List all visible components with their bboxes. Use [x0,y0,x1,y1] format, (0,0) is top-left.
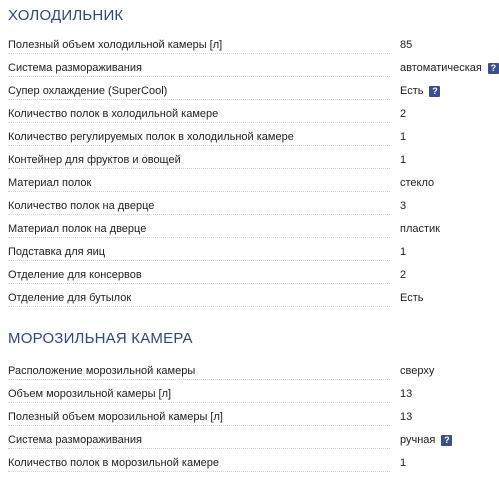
spec-label: Система размораживания [8,62,142,74]
spec-value-text: стекло [400,177,435,189]
spec-value [400,39,412,51]
spec-value-text: 1 [400,131,407,143]
help-icon[interactable]: ? [441,435,452,446]
spec-row [0,362,499,384]
spec-value-text: пластик [400,223,440,235]
spec-label: Количество регулируемых полок в холодильной камере [8,131,294,143]
dotted-leader [8,214,390,215]
spec-row [0,174,499,196]
spec-label: Количество полок на дверце [8,200,155,212]
spec-value [400,292,423,304]
spec-value [400,154,406,166]
dotted-leader [8,99,390,100]
help-icon[interactable]: ? [488,63,499,74]
spec-value [400,411,412,423]
spec-value-text: Есть [400,292,424,304]
spec-value-text: 2 [400,108,407,120]
spec-value [400,434,452,446]
dotted-leader [8,122,390,123]
spec-label: Материал полок [8,177,92,189]
spec-value-text: 13 [400,388,413,400]
spec-value [400,246,406,258]
freezer-section-title: МОРОЗИЛЬНАЯ КАМЕРА [8,330,193,347]
spec-label: Объем морозильной камеры [л] [8,388,172,400]
spec-label: Подставка для яиц [8,246,106,258]
dotted-leader [8,379,390,380]
spec-label: Полезный объем холодильной камеры [л] [8,39,223,51]
dotted-leader [8,402,390,403]
dotted-leader [8,168,390,169]
spec-label: Расположение морозильной камеры [8,365,196,377]
spec-value [400,269,406,281]
dotted-leader [8,448,390,449]
spec-row [0,266,499,288]
spec-value [400,200,406,212]
spec-label: Количество полок в морозильной камере [8,457,219,469]
spec-row [0,36,499,58]
spec-value-text: 13 [400,411,413,423]
spec-value-text: автоматическая [400,62,482,74]
dotted-leader [8,191,390,192]
spec-row [0,59,499,81]
spec-label: Система размораживания [8,434,142,446]
spec-label: Материал полок на дверце [8,223,147,235]
spec-row [0,220,499,242]
spec-value-text: 1 [400,457,407,469]
spec-row [0,82,499,104]
spec-label: Контейнер для фруктов и овощей [8,154,181,166]
help-icon[interactable]: ? [429,86,440,97]
spec-row [0,128,499,150]
spec-value [400,177,434,189]
spec-row [0,431,499,453]
spec-label: Количество полок в холодильной камере [8,108,219,120]
spec-value-text: 3 [400,200,407,212]
spec-row [0,151,499,173]
spec-label: Отделение для бутылок [8,292,132,304]
spec-value-text: Есть [400,85,424,97]
spec-value [400,108,406,120]
spec-value [400,131,406,143]
spec-label: Полезный объем морозильной камеры [л] [8,411,223,423]
spec-row [0,385,499,407]
spec-value-text: ручная [400,434,436,446]
spec-row [0,289,499,311]
spec-value [400,457,406,469]
spec-label: Отделение для консервов [8,269,142,281]
dotted-leader [8,76,390,77]
spec-row [0,105,499,127]
dotted-leader [8,237,390,238]
spec-value [400,223,440,235]
spec-value [400,85,440,97]
spec-row [0,197,499,219]
spec-value [400,388,412,400]
spec-value [400,62,499,74]
spec-value-text: 2 [400,269,407,281]
spec-value-text: сверху [400,365,435,377]
dotted-leader [8,53,390,54]
spec-row [0,243,499,265]
dotted-leader [8,283,390,284]
spec-row [0,454,499,476]
dotted-leader [8,260,390,261]
dotted-leader [8,425,390,426]
dotted-leader [8,471,390,472]
spec-row [0,408,499,430]
dotted-leader [8,306,390,307]
spec-value-text: 1 [400,246,407,258]
spec-value-text: 1 [400,154,407,166]
spec-label: Супер охлаждение (SuperCool) [8,85,168,97]
dotted-leader [8,145,390,146]
spec-value-text: 85 [400,39,413,51]
spec-value [400,365,434,377]
fridge-section-title: ХОЛОДИЛЬНИК [8,7,124,24]
